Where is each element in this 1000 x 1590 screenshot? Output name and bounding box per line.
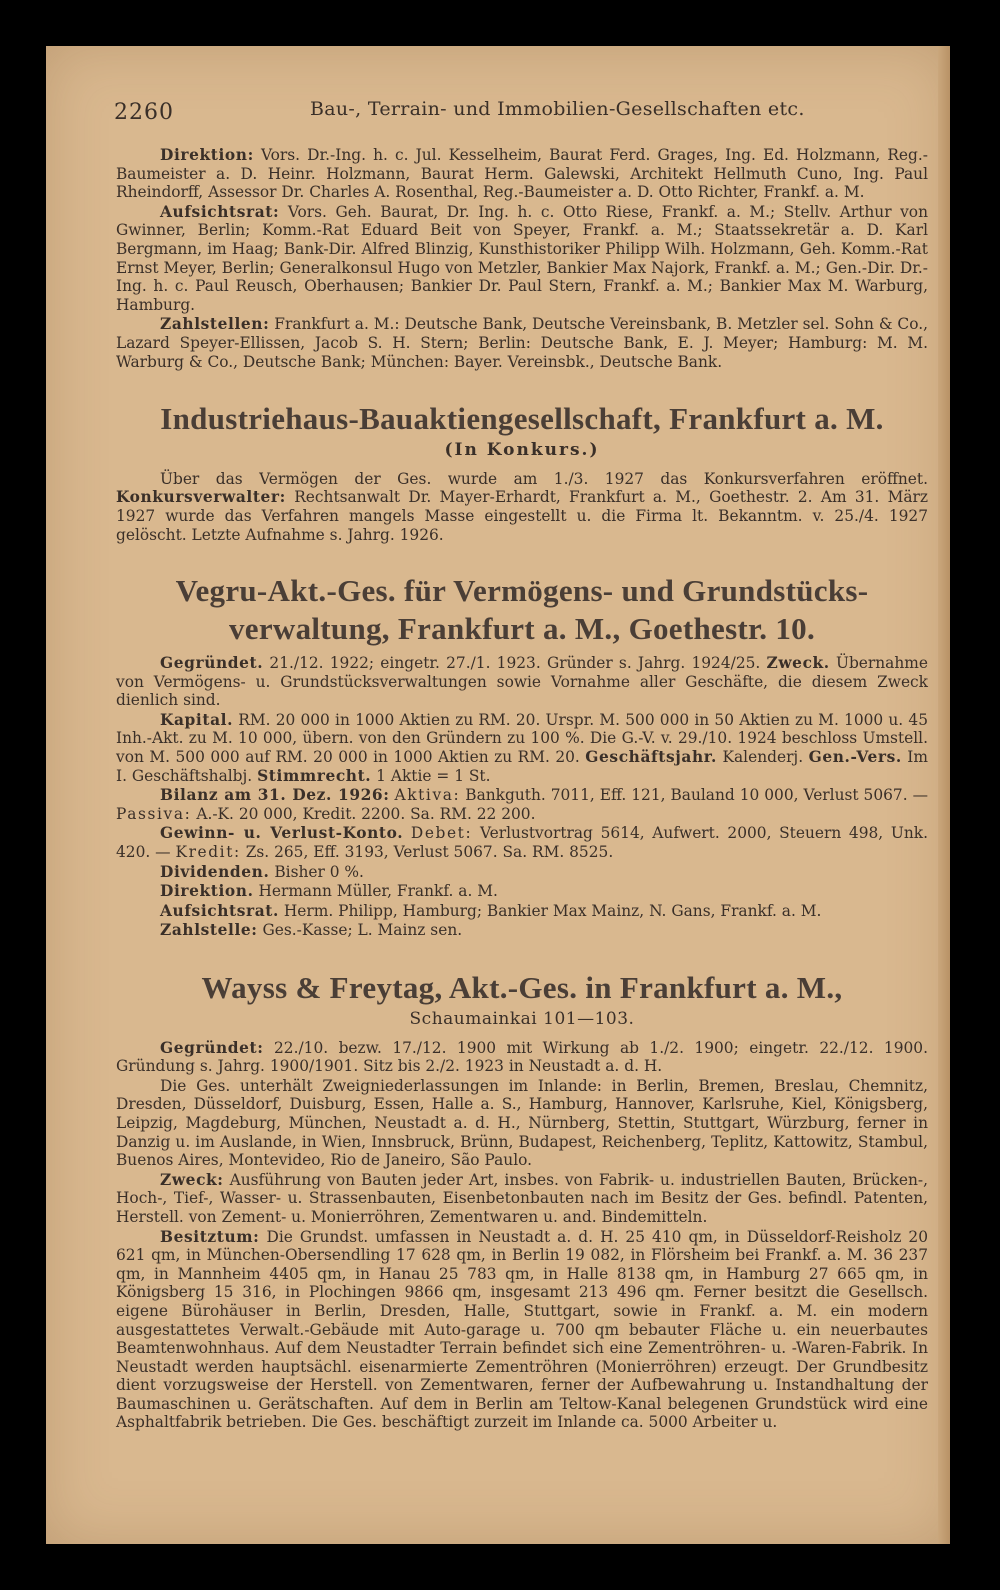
vegru-zahlstelle-text: Ges.-Kasse; L. Mainz sen. (262, 921, 463, 940)
page-number: 2260 (114, 100, 174, 125)
konkursverwalter-text: Rechtsanwalt Dr. Mayer-Erhardt, Frankfurt a. M., Goethestr. 2. Am 31. März 1927 wurde das Verfahren mangels Masse eingestellt u. die Firma lt. Bekanntm. v. 25./4. 1927 gelöscht. Letzte Aufnahme s. Jahrg. 1926. (116, 488, 928, 544)
vegru-guv (116, 824, 928, 861)
passiva-label: Passiva: (116, 804, 192, 823)
stimmrecht-label: Stimmrecht. (257, 766, 372, 785)
wf-besitztum-label: Besitztum: (160, 1227, 260, 1246)
zahlstellen-paragraph (116, 315, 928, 371)
zweck-label: Zweck. (766, 654, 830, 673)
wf-zweigniederlassungen: Die Ges. unterhält Zweigniederlassungen im Inlande: in Berlin, Bremen, Breslau, Chemnitz, Dresden, Düsseldorf, Duisburg, Essen, Halle a. S., Hamburg, Hannover, Karlsruhe, Kiel, Königsberg, Leipzig, Magdeburg, München, Neustadt a. d. H., Nürnberg, Stettin, Stuttgart, Würzburg, ferner in Danzig u. im Auslande, in Wien, Innsbruck, Brünn, Budapest, Reichenberg, Teplitz, Kattowitz, Stambul, Buenos Aires, Montevideo, Rio de Janeiro, São Paulo. (116, 1076, 928, 1170)
passiva-text: A.-K. 20 000, Kredit. 2200. Sa. RM. 22 200. (196, 804, 536, 823)
gegruendet-text: 21./12. 1922; eingetr. 27./1. 1923. Gründer s. Jahrg. 1924/25. (269, 654, 761, 673)
zahlstellen-label: Zahlstellen: (160, 315, 270, 334)
vegru-zahlstelle-label: Zahlstelle: (160, 921, 258, 940)
aufsichtsrat-paragraph (116, 203, 928, 315)
company-address-wayss-freytag: Schaumainkai 101—103. (409, 1009, 635, 1029)
wf-besitztum (116, 1228, 928, 1433)
kapital-text: RM. 20 000 in 1000 Aktien zu RM. 20. Urspr. M. 500 000 in 50 Aktien zu M. 1000 u. 45 Inh.-Akt. zu M. 10 000, übern. von den Gründern zu 100 %. Die G.-V. v. 29./10. 1924 beschloss Umstell. von M. 500 000 auf RM. 20 000 in 1000 Aktien zu RM. 20. (116, 710, 928, 767)
genvers-text: Im I. Geschäftshalbj. (116, 748, 928, 785)
direktion-paragraph (116, 146, 928, 202)
debet-text: Verlustvortrag 5614, Aufwert. 2000, Steuern 498, Unk. 420. — (116, 824, 928, 862)
page-edge (938, 46, 950, 1544)
aktiva-text: Bankguth. 7011, Eff. 121, Bauland 10 000, Verlust 5067. — (465, 786, 928, 805)
running-header (114, 96, 914, 126)
bilanz-label: Bilanz am 31. Dez. 1926: (160, 786, 390, 805)
guv-label: Gewinn- u. Verlust-Konto. (160, 824, 404, 843)
vegru-zahlstelle (116, 921, 928, 940)
direktion-label: Direktion: (160, 146, 254, 164)
book-page (46, 46, 950, 1544)
wf-zweck-label: Zweck: (160, 1170, 224, 1189)
gegruendet-label: Gegründet. (160, 654, 264, 673)
page-body (116, 146, 928, 1433)
running-title: Bau-, Terrain- und Immobilien-Gesellschaften etc. (310, 98, 805, 120)
vegru-dividenden (116, 863, 928, 882)
company-title-vegru (116, 572, 928, 648)
konkurs-text: Über das Vermögen der Ges. wurde am 1./3. 1927 das Konkursverfahren eröffnet. (160, 469, 928, 488)
company-title-industriehaus: Industriehaus-Bauaktiengesellschaft, Frankfurt a. M. (160, 401, 884, 437)
wf-zweck-text: Ausführung von Bauten jeder Art, insbes. von Fabrik- u. industriellen Bauten, Brücken-, Hoch-, Tief-, Wasser- u. Strassenbauten, Eisenbetonbauten nach im Besitz der Ges. befindl. Patenten, Herstell. von Zement- u. Monierröhren, Zementwaren u. and. Bindemitteln. (116, 1170, 928, 1226)
wf-gegruendet-label: Gegründet: (160, 1038, 264, 1057)
wf-zweck (116, 1171, 928, 1227)
zweck-text: Übernahme von Vermögens- u. Grundstücksverwaltungen sowie Vornahme aller Geschäfte, die diesem Zweck dienlich sind. (116, 654, 928, 710)
company-subtitle-konkurs: (In Konkurs.) (444, 440, 600, 461)
vegru-aufsichtsrat (116, 902, 928, 921)
konkursverwalter-label: Konkursverwalter: (116, 488, 286, 507)
kapital-label: Kapital. (160, 710, 234, 729)
aufsichtsrat-label: Aufsichtsrat: (160, 202, 280, 221)
vegru-direktion-label: Direktion. (160, 882, 254, 901)
dividenden-label: Dividenden. (160, 862, 270, 881)
genvers-label: Gen.-Vers. (808, 748, 902, 767)
vegru-aufsichtsrat-text: Herm. Philipp, Hamburg; Bankier Max Mainz, N. Gans, Frankf. a. M. (283, 901, 822, 920)
vegru-direktion-text: Hermann Müller, Frankf. a. M. (258, 882, 498, 901)
zahlstellen-text: Frankfurt a. M.: Deutsche Bank, Deutsche Vereinsbank, B. Metzler sel. Sohn & Co., Lazard Speyer-Ellissen, Jacob S. H. Stern; Berlin: Deutsche Bank, E. J. Meyer; Hamburg: M. M. Warburg & Co., Deutsche Bank; München: Bayer. Vereinsbk., Deutsche Bank. (116, 315, 928, 371)
kredit-text: Zs. 265, Eff. 3193, Verlust 5067. Sa. RM. 8525. (245, 843, 614, 862)
company-title-vegru-line2: verwaltung, Frankfurt a. M., Goethestr. 10. (228, 611, 816, 647)
vegru-bilanz (116, 786, 928, 823)
vegru-gegruendet (116, 654, 928, 710)
aktiva-label: Aktiva: (394, 786, 461, 805)
company-title-wayss-freytag: Wayss & Freytag, Akt.-Ges. in Frankfurt a. M., (201, 970, 843, 1005)
wf-besitztum-text: Die Grundst. umfassen in Neustadt a. d. H. 25 410 qm, in Düsseldorf-Reisholz 20 621 qm, in München-Obersendling 17 628 qm, in Berlin 19 082, in Flörsheim bei Frankf. a. M. 36 237 qm, in Mannheim 4405 qm, in Hanau 25 783 qm, in Halle 8138 qm, in Hamburg 27 665 qm, in Königsberg 15 316, in Plochingen 9866 qm, insgesamt 213 496 qm. Ferner besitzt die Gesellsch. eigene Bürohäuser in Berlin, Dresden, Halle, Stuttgart, sowie in Frankf. a. M. ein modern ausgestattetes Verwalt.-Gebäude mit Auto-garage u. 700 qm bebauter Fläche u. ein neuerbautes Beamtenwohnhaus. Auf dem Neustadter Terrain befindet sich eine Zementröhren- u. -Waren-Fabrik. In Neustadt werden hauptsächl. eisenarmierte Zementröhren (Monierröhren) erzeugt. Der Grundbesitz dient vorzugsweise der Herstell. von Zementwaren, ferner der Aufbewahrung u. Instandhaltung der Baumaschinen u. Gerätschaften. Auf dem in Berlin am Teltow-Kanal belegenen Grundstück wird eine Asphaltfabrik betrieben. Die Ges. beschäftigt zurzeit im Inlande ca. 5000 Arbeiter u. (116, 1227, 928, 1432)
wf-gegruendet (116, 1039, 928, 1076)
aufsichtsrat-text: Vors. Geh. Baurat, Dr. Ing. h. c. Otto Riese, Frankf. a. M.; Stellv. Arthur von Gwinner, Berlin; Komm.-Rat Eduard Beit von Speyer, Frankf. a. M.; Staatssekretär a. D. Karl Bergmann, im Haag; Bank-Dir. Alfred Blinzig, Kunsthistoriker Philipp Wilh. Holzmann, Geh. Komm.-Rat Ernst Meyer, Berlin; Generalkonsul Hugo von Metzler, Bankier Max Najork, Frankf. a. M.; Gen.-Dir. Dr.-Ing. h. c. Paul Reusch, Oberhausen; Bankier Dr. Paul Stern, Frankf. a. M.; Bankier Max M. Warburg, Hamburg. (116, 202, 928, 314)
geschaeftsjahr-text: Kalenderj. (722, 748, 804, 767)
vegru-kapital (116, 711, 928, 785)
company-title-vegru-line1: Vegru-Akt.-Ges. für Vermögens- und Grundstücks- (175, 573, 869, 609)
kredit-label: Kredit: (175, 843, 241, 862)
stimmrecht-text: 1 Aktie = 1 St. (376, 766, 491, 785)
direktion-text: Vors. Dr.-Ing. h. c. Jul. Kesselheim, Baurat Ferd. Grages, Ing. Ed. Holzmann, Reg.-Baumeister a. D. Heinr. Holzmann, Baurat Herm. Galewski, Architekt Hellmuth Cuno, Ing. Paul Rheindorff, Assessor Dr. Charles A. Rosenthal, Reg.-Baumeister a. D. Otto Richter, Frankf. a. M. (116, 146, 928, 202)
vegru-direktion (116, 882, 928, 901)
wf-gegruendet-text: 22./10. bezw. 17./12. 1900 mit Wirkung ab 1./2. 1900; eingetr. 22./12. 1900. Gründung s. Jahrg. 1900/1901. Sitz bis 2./2. 1923 in Neustadt a. d. H. (116, 1038, 928, 1076)
vegru-aufsichtsrat-label: Aufsichtsrat. (160, 901, 279, 920)
konkurs-paragraph (116, 470, 928, 544)
dividenden-text: Bisher 0 %. (274, 862, 364, 881)
geschaeftsjahr-label: Geschäftsjahr. (585, 748, 718, 767)
debet-label: Debet: (410, 824, 473, 843)
